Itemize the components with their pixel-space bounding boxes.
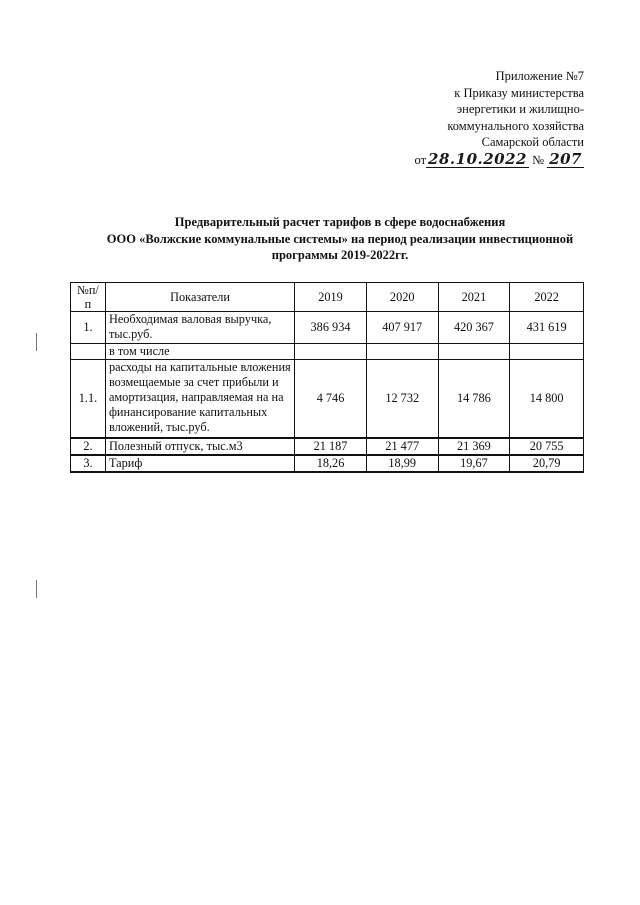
row-value: 4 746	[295, 360, 367, 438]
row-value: 431 619	[510, 312, 584, 344]
table-row	[71, 438, 584, 455]
row-value: 20 755	[510, 438, 584, 455]
row-index	[71, 344, 106, 360]
row-index: 2.	[71, 438, 106, 455]
title-line: программы 2019-2022гг.	[271, 248, 409, 262]
header-year: 2021	[438, 283, 510, 312]
row-label: Необходимая валовая выручка, тыс.руб.	[105, 312, 294, 344]
table-row	[71, 455, 584, 472]
handwritten-date: 28.10.2022	[428, 149, 527, 168]
row-value	[295, 344, 367, 360]
table-row	[71, 360, 584, 438]
header-indicators: Показатели	[105, 283, 294, 312]
row-label: в том числе	[105, 344, 294, 360]
row-value	[510, 344, 584, 360]
appendix-line: коммунального хозяйства	[447, 118, 584, 133]
header-year: 2019	[295, 283, 367, 312]
title-line: ООО «Волжские коммунальные системы» на период реализации инвестиционной	[106, 231, 574, 246]
row-value: 18,99	[366, 455, 438, 472]
scan-margin-mark	[36, 333, 37, 351]
row-value	[438, 344, 510, 360]
row-label: расходы на капитальные вложения возмещаемые за счет прибыли и амортизация, направляемая на на финансирование капитальных вложений, тыс.руб.	[105, 360, 294, 438]
row-value: 386 934	[295, 312, 367, 344]
appendix-line: Приложение №7	[495, 69, 584, 83]
number-prefix: №	[532, 152, 545, 167]
row-value: 21 369	[438, 438, 510, 455]
appendix-line: энергетики и жилищно-	[456, 102, 584, 116]
title-line: Предварительный расчет тарифов в сфере водоснабжения	[174, 215, 506, 229]
row-value: 21 477	[366, 438, 438, 455]
row-index: 1.1.	[71, 360, 106, 438]
row-value: 18,26	[295, 455, 367, 472]
order-date-line	[324, 149, 584, 169]
row-value: 21 187	[295, 438, 367, 455]
row-value	[366, 344, 438, 360]
row-value: 19,67	[438, 455, 510, 472]
row-index: 1.	[71, 312, 106, 344]
appendix-line: Самарской области	[481, 135, 584, 149]
row-value: 407 917	[366, 312, 438, 344]
tariff-table	[70, 282, 584, 473]
row-value: 420 367	[438, 312, 510, 344]
row-value: 14 800	[510, 360, 584, 438]
row-index: 3.	[71, 455, 106, 472]
document-title	[60, 214, 620, 264]
table-row	[71, 344, 584, 360]
header-year: 2020	[366, 283, 438, 312]
scan-margin-mark	[36, 580, 37, 598]
appendix-block	[324, 68, 584, 168]
header-year: 2022	[510, 283, 584, 312]
header-index: №п/п	[71, 283, 106, 312]
table-row	[71, 312, 584, 344]
appendix-line: к Приказу министерства	[454, 85, 584, 100]
table-header-row	[71, 283, 584, 312]
row-value: 14 786	[438, 360, 510, 438]
date-prefix: от	[414, 152, 427, 167]
row-label: Тариф	[105, 455, 294, 472]
row-label: Полезный отпуск, тыс.м3	[105, 438, 294, 455]
handwritten-number: 207	[549, 149, 582, 168]
row-value: 20,79	[510, 455, 584, 472]
row-value: 12 732	[366, 360, 438, 438]
